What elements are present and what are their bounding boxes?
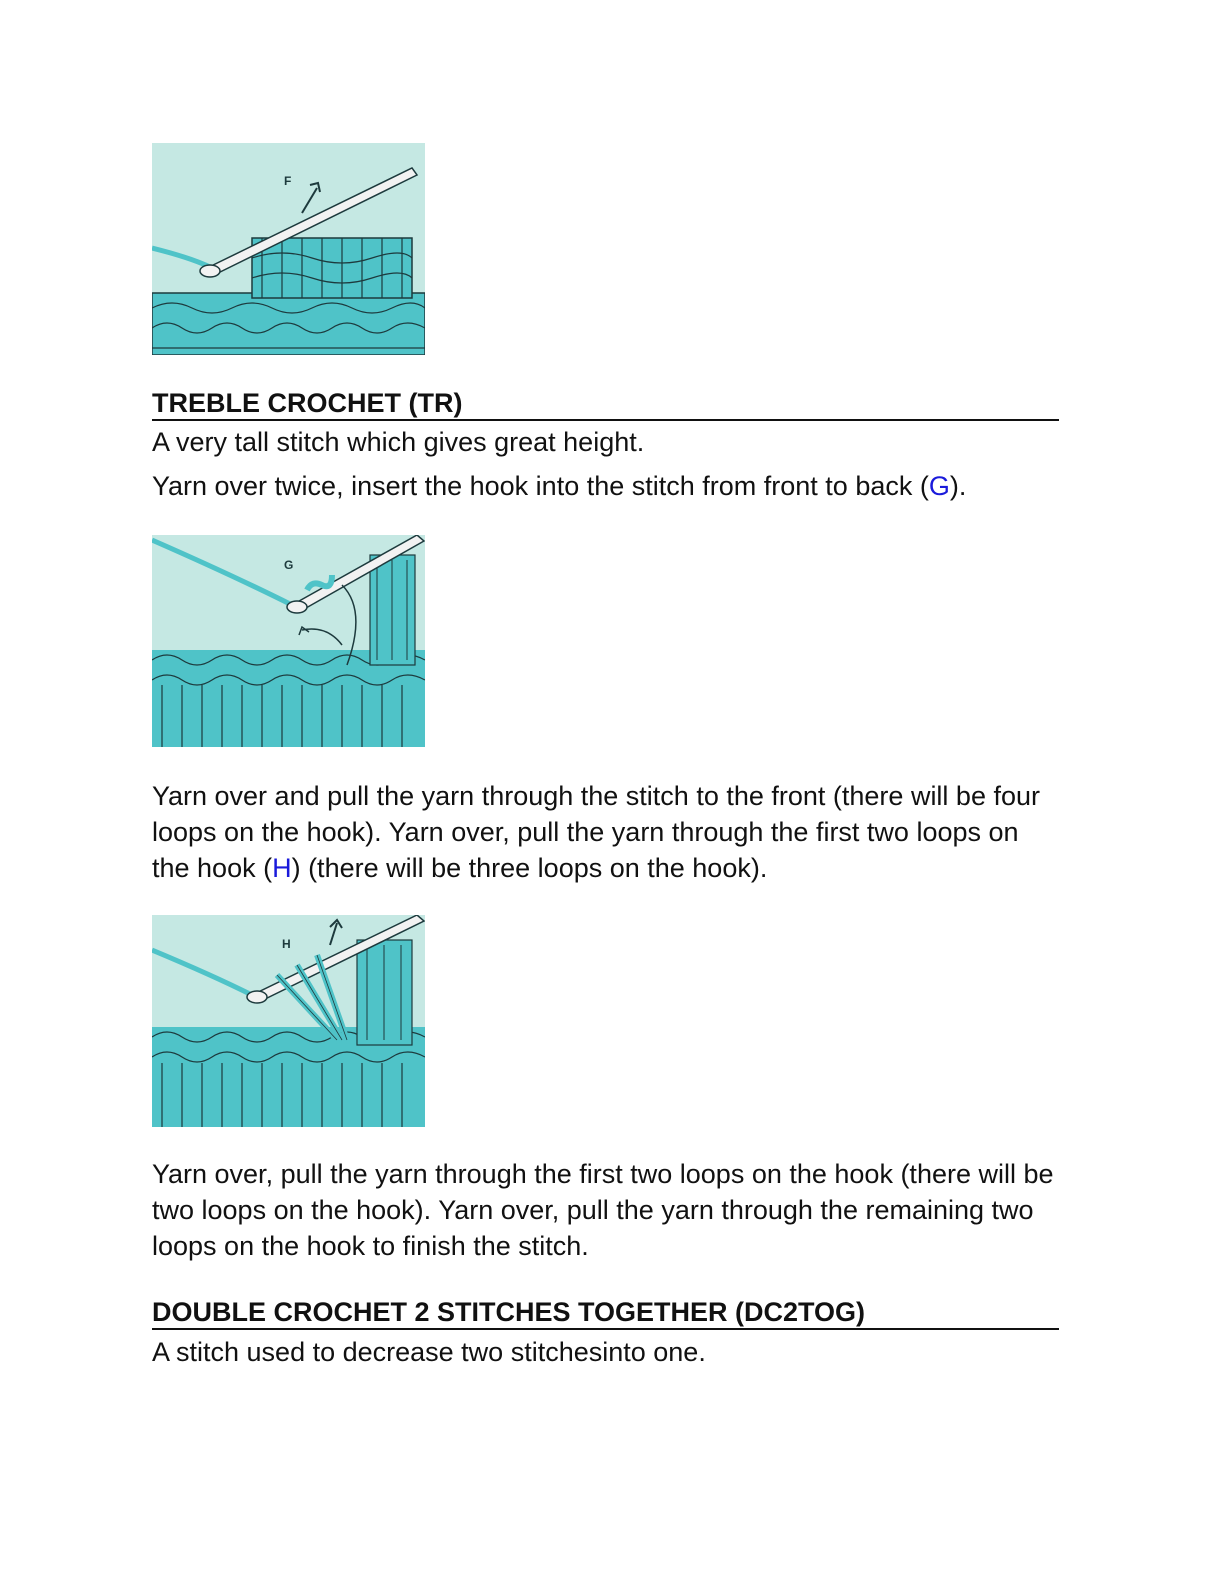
heading-treble-crochet: TREBLE CROCHET (TR) xyxy=(152,387,1059,421)
figure-label-h: H xyxy=(282,937,291,951)
dc2tog-intro: A stitch used to decrease two stitchesinto one. xyxy=(152,1337,706,1367)
heading-dc2tog: DOUBLE CROCHET 2 STITCHES TOGETHER (DC2TOG) xyxy=(152,1296,1059,1330)
treble-intro: A very tall stitch which gives great height. xyxy=(152,427,645,457)
step-2-text: Yarn over and pull the yarn through the stitch to the front (there will be four loops on the hook). Yarn over, pull the yarn through the first two loops on the hook ( xyxy=(152,781,1040,883)
crochet-diagram-g xyxy=(152,535,425,747)
figure-ref-g: G xyxy=(928,471,950,501)
crochet-diagram-h xyxy=(152,915,425,1127)
treble-step-1 xyxy=(152,468,1062,504)
illustration-g xyxy=(152,535,425,747)
step-1-text: Yarn over twice, insert the hook into the stitch from front to back ( xyxy=(152,471,929,501)
step-2-end: ) (there will be three loops on the hook). xyxy=(291,853,768,883)
figure-label-f: F xyxy=(284,174,292,188)
crochet-diagram-f xyxy=(152,143,425,355)
illustration-f xyxy=(152,143,425,355)
treble-step-2 xyxy=(152,778,1062,886)
figure-ref-h: H xyxy=(272,853,292,883)
illustration-h xyxy=(152,915,425,1127)
treble-step-3: Yarn over, pull the yarn through the first two loops on the hook (there will be two loops on the hook). Yarn over, pull the yarn through the remaining two loops on the hook to finish the stitch. xyxy=(152,1159,1054,1261)
step-1-end: ). xyxy=(949,471,967,501)
figure-label-g: G xyxy=(284,558,294,572)
